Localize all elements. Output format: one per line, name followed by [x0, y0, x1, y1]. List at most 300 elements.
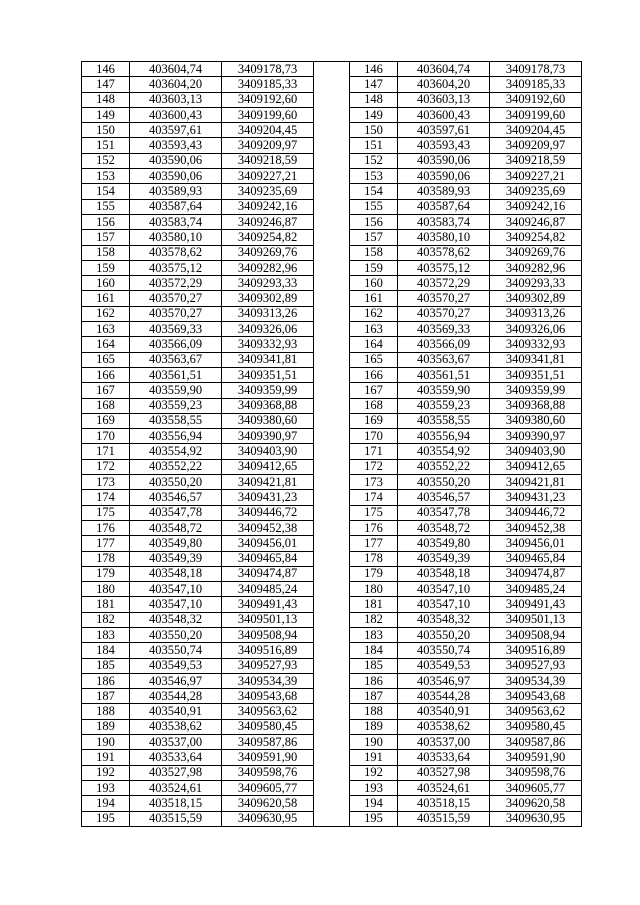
left-y-coordinate-cell: 3409326,06: [222, 322, 314, 337]
left-y-coordinate-cell: 3409282,96: [222, 260, 314, 275]
left-x-coordinate-cell: 403547,78: [130, 505, 222, 520]
left-x-coordinate-cell: 403561,51: [130, 367, 222, 382]
table-row: [82, 811, 582, 826]
left-y-coordinate-cell: 3409293,33: [222, 276, 314, 291]
left-point-number-cell: 150: [82, 123, 130, 138]
right-y-coordinate-cell: 3409192,60: [490, 92, 582, 107]
left-x-coordinate-cell: 403550,20: [130, 475, 222, 490]
right-y-coordinate-cell: 3409246,87: [490, 214, 582, 229]
right-x-coordinate-cell: 403583,74: [398, 214, 490, 229]
left-x-coordinate-cell: 403538,62: [130, 719, 222, 734]
right-y-coordinate-cell: 3409390,97: [490, 429, 582, 444]
right-y-coordinate-cell: 3409269,76: [490, 245, 582, 260]
right-point-number-cell: 173: [350, 475, 398, 490]
left-point-number-cell: 191: [82, 750, 130, 765]
right-y-coordinate-cell: 3409302,89: [490, 291, 582, 306]
right-point-number-cell: 175: [350, 505, 398, 520]
left-x-coordinate-cell: 403547,10: [130, 582, 222, 597]
right-x-coordinate-cell: 403569,33: [398, 322, 490, 337]
left-y-coordinate-cell: 3409474,87: [222, 566, 314, 581]
table-row: [82, 77, 582, 92]
column-spacer: [314, 582, 350, 597]
left-y-coordinate-cell: 3409246,87: [222, 214, 314, 229]
right-x-coordinate-cell: 403527,98: [398, 765, 490, 780]
coordinates-table-body: [82, 62, 582, 827]
left-y-coordinate-cell: 3409209,97: [222, 138, 314, 153]
right-point-number-cell: 189: [350, 719, 398, 734]
column-spacer: [314, 566, 350, 581]
right-x-coordinate-cell: 403554,92: [398, 444, 490, 459]
column-spacer: [314, 765, 350, 780]
right-x-coordinate-cell: 403575,12: [398, 260, 490, 275]
left-point-number-cell: 184: [82, 643, 130, 658]
column-spacer: [314, 459, 350, 474]
column-spacer: [314, 413, 350, 428]
right-x-coordinate-cell: 403597,61: [398, 123, 490, 138]
right-x-coordinate-cell: 403524,61: [398, 780, 490, 795]
right-x-coordinate-cell: 403566,09: [398, 337, 490, 352]
table-row: [82, 780, 582, 795]
right-x-coordinate-cell: 403590,06: [398, 153, 490, 168]
right-y-coordinate-cell: 3409598,76: [490, 765, 582, 780]
column-spacer: [314, 291, 350, 306]
right-y-coordinate-cell: 3409491,43: [490, 597, 582, 612]
right-point-number-cell: 158: [350, 245, 398, 260]
left-y-coordinate-cell: 3409446,72: [222, 505, 314, 520]
right-y-coordinate-cell: 3409456,01: [490, 536, 582, 551]
left-point-number-cell: 192: [82, 765, 130, 780]
right-x-coordinate-cell: 403578,62: [398, 245, 490, 260]
right-x-coordinate-cell: 403550,20: [398, 627, 490, 642]
table-row: [82, 291, 582, 306]
left-x-coordinate-cell: 403544,28: [130, 689, 222, 704]
column-spacer: [314, 337, 350, 352]
column-spacer: [314, 551, 350, 566]
table-row: [82, 260, 582, 275]
right-point-number-cell: 188: [350, 704, 398, 719]
table-row: [82, 169, 582, 184]
table-row: [82, 520, 582, 535]
right-x-coordinate-cell: 403518,15: [398, 796, 490, 811]
column-spacer: [314, 62, 350, 77]
left-y-coordinate-cell: 3409403,90: [222, 444, 314, 459]
left-x-coordinate-cell: 403537,00: [130, 735, 222, 750]
left-y-coordinate-cell: 3409516,89: [222, 643, 314, 658]
left-y-coordinate-cell: 3409313,26: [222, 306, 314, 321]
right-point-number-cell: 159: [350, 260, 398, 275]
left-y-coordinate-cell: 3409351,51: [222, 367, 314, 382]
column-spacer: [314, 780, 350, 795]
right-y-coordinate-cell: 3409580,45: [490, 719, 582, 734]
left-x-coordinate-cell: 403540,91: [130, 704, 222, 719]
left-y-coordinate-cell: 3409591,90: [222, 750, 314, 765]
right-x-coordinate-cell: 403603,13: [398, 92, 490, 107]
left-point-number-cell: 164: [82, 337, 130, 352]
left-point-number-cell: 195: [82, 811, 130, 826]
right-y-coordinate-cell: 3409508,94: [490, 627, 582, 642]
left-y-coordinate-cell: 3409501,13: [222, 612, 314, 627]
column-spacer: [314, 322, 350, 337]
right-x-coordinate-cell: 403590,06: [398, 169, 490, 184]
right-y-coordinate-cell: 3409254,82: [490, 230, 582, 245]
left-y-coordinate-cell: 3409185,33: [222, 77, 314, 92]
right-point-number-cell: 180: [350, 582, 398, 597]
table-row: [82, 475, 582, 490]
left-y-coordinate-cell: 3409332,93: [222, 337, 314, 352]
right-point-number-cell: 168: [350, 398, 398, 413]
right-y-coordinate-cell: 3409501,13: [490, 612, 582, 627]
right-point-number-cell: 162: [350, 306, 398, 321]
column-spacer: [314, 475, 350, 490]
left-y-coordinate-cell: 3409235,69: [222, 184, 314, 199]
right-y-coordinate-cell: 3409605,77: [490, 780, 582, 795]
right-y-coordinate-cell: 3409630,95: [490, 811, 582, 826]
right-point-number-cell: 160: [350, 276, 398, 291]
table-row: [82, 276, 582, 291]
left-y-coordinate-cell: 3409534,39: [222, 673, 314, 688]
left-y-coordinate-cell: 3409380,60: [222, 413, 314, 428]
left-x-coordinate-cell: 403515,59: [130, 811, 222, 826]
left-x-coordinate-cell: 403578,62: [130, 245, 222, 260]
column-spacer: [314, 658, 350, 673]
right-point-number-cell: 178: [350, 551, 398, 566]
left-point-number-cell: 183: [82, 627, 130, 642]
right-point-number-cell: 156: [350, 214, 398, 229]
right-point-number-cell: 182: [350, 612, 398, 627]
right-y-coordinate-cell: 3409178,73: [490, 62, 582, 77]
right-point-number-cell: 163: [350, 322, 398, 337]
right-x-coordinate-cell: 403544,28: [398, 689, 490, 704]
right-y-coordinate-cell: 3409591,90: [490, 750, 582, 765]
right-point-number-cell: 148: [350, 92, 398, 107]
right-point-number-cell: 171: [350, 444, 398, 459]
left-y-coordinate-cell: 3409456,01: [222, 536, 314, 551]
left-point-number-cell: 148: [82, 92, 130, 107]
right-point-number-cell: 194: [350, 796, 398, 811]
left-y-coordinate-cell: 3409431,23: [222, 490, 314, 505]
left-point-number-cell: 186: [82, 673, 130, 688]
right-point-number-cell: 177: [350, 536, 398, 551]
left-x-coordinate-cell: 403527,98: [130, 765, 222, 780]
left-y-coordinate-cell: 3409491,43: [222, 597, 314, 612]
table-row: [82, 337, 582, 352]
column-spacer: [314, 444, 350, 459]
left-point-number-cell: 165: [82, 352, 130, 367]
table-row: [82, 505, 582, 520]
right-point-number-cell: 176: [350, 520, 398, 535]
left-x-coordinate-cell: 403549,53: [130, 658, 222, 673]
left-y-coordinate-cell: 3409359,99: [222, 383, 314, 398]
column-spacer: [314, 735, 350, 750]
left-y-coordinate-cell: 3409368,88: [222, 398, 314, 413]
left-point-number-cell: 151: [82, 138, 130, 153]
table-row: [82, 719, 582, 734]
right-point-number-cell: 167: [350, 383, 398, 398]
left-x-coordinate-cell: 403570,27: [130, 291, 222, 306]
column-spacer: [314, 383, 350, 398]
right-y-coordinate-cell: 3409235,69: [490, 184, 582, 199]
right-x-coordinate-cell: 403604,74: [398, 62, 490, 77]
table-row: [82, 704, 582, 719]
column-spacer: [314, 719, 350, 734]
left-x-coordinate-cell: 403590,06: [130, 153, 222, 168]
table-row: [82, 352, 582, 367]
left-point-number-cell: 149: [82, 107, 130, 122]
left-x-coordinate-cell: 403563,67: [130, 352, 222, 367]
column-spacer: [314, 367, 350, 382]
column-spacer: [314, 811, 350, 826]
right-x-coordinate-cell: 403548,72: [398, 520, 490, 535]
right-y-coordinate-cell: 3409403,90: [490, 444, 582, 459]
column-spacer: [314, 673, 350, 688]
left-point-number-cell: 155: [82, 199, 130, 214]
left-y-coordinate-cell: 3409254,82: [222, 230, 314, 245]
right-point-number-cell: 154: [350, 184, 398, 199]
table-row: [82, 123, 582, 138]
left-x-coordinate-cell: 403593,43: [130, 138, 222, 153]
column-spacer: [314, 536, 350, 551]
left-point-number-cell: 171: [82, 444, 130, 459]
right-x-coordinate-cell: 403570,27: [398, 291, 490, 306]
table-row: [82, 612, 582, 627]
right-y-coordinate-cell: 3409421,81: [490, 475, 582, 490]
right-x-coordinate-cell: 403533,64: [398, 750, 490, 765]
left-x-coordinate-cell: 403558,55: [130, 413, 222, 428]
right-point-number-cell: 151: [350, 138, 398, 153]
column-spacer: [314, 352, 350, 367]
right-point-number-cell: 192: [350, 765, 398, 780]
right-point-number-cell: 153: [350, 169, 398, 184]
left-y-coordinate-cell: 3409465,84: [222, 551, 314, 566]
column-spacer: [314, 276, 350, 291]
left-y-coordinate-cell: 3409269,76: [222, 245, 314, 260]
left-point-number-cell: 185: [82, 658, 130, 673]
right-y-coordinate-cell: 3409452,38: [490, 520, 582, 535]
left-point-number-cell: 157: [82, 230, 130, 245]
right-point-number-cell: 179: [350, 566, 398, 581]
right-point-number-cell: 165: [350, 352, 398, 367]
right-y-coordinate-cell: 3409446,72: [490, 505, 582, 520]
left-point-number-cell: 190: [82, 735, 130, 750]
right-y-coordinate-cell: 3409485,24: [490, 582, 582, 597]
column-spacer: [314, 199, 350, 214]
table-row: [82, 459, 582, 474]
right-y-coordinate-cell: 3409332,93: [490, 337, 582, 352]
left-y-coordinate-cell: 3409598,76: [222, 765, 314, 780]
column-spacer: [314, 306, 350, 321]
right-x-coordinate-cell: 403563,67: [398, 352, 490, 367]
right-x-coordinate-cell: 403572,29: [398, 276, 490, 291]
left-x-coordinate-cell: 403546,97: [130, 673, 222, 688]
right-y-coordinate-cell: 3409412,65: [490, 459, 582, 474]
left-x-coordinate-cell: 403524,61: [130, 780, 222, 795]
right-y-coordinate-cell: 3409204,45: [490, 123, 582, 138]
left-point-number-cell: 175: [82, 505, 130, 520]
left-x-coordinate-cell: 403549,39: [130, 551, 222, 566]
left-y-coordinate-cell: 3409485,24: [222, 582, 314, 597]
left-x-coordinate-cell: 403603,13: [130, 92, 222, 107]
left-point-number-cell: 163: [82, 322, 130, 337]
column-spacer: [314, 490, 350, 505]
left-x-coordinate-cell: 403518,15: [130, 796, 222, 811]
right-y-coordinate-cell: 3409465,84: [490, 551, 582, 566]
right-y-coordinate-cell: 3409185,33: [490, 77, 582, 92]
right-x-coordinate-cell: 403547,78: [398, 505, 490, 520]
right-x-coordinate-cell: 403547,10: [398, 597, 490, 612]
right-y-coordinate-cell: 3409313,26: [490, 306, 582, 321]
table-row: [82, 750, 582, 765]
column-spacer: [314, 260, 350, 275]
left-y-coordinate-cell: 3409620,58: [222, 796, 314, 811]
column-spacer: [314, 138, 350, 153]
left-y-coordinate-cell: 3409527,93: [222, 658, 314, 673]
left-point-number-cell: 158: [82, 245, 130, 260]
table-row: [82, 658, 582, 673]
left-x-coordinate-cell: 403550,20: [130, 627, 222, 642]
right-x-coordinate-cell: 403549,39: [398, 551, 490, 566]
table-row: [82, 765, 582, 780]
left-x-coordinate-cell: 403554,92: [130, 444, 222, 459]
right-x-coordinate-cell: 403548,32: [398, 612, 490, 627]
table-row: [82, 398, 582, 413]
table-row: [82, 138, 582, 153]
right-point-number-cell: 195: [350, 811, 398, 826]
right-x-coordinate-cell: 403549,80: [398, 536, 490, 551]
right-point-number-cell: 169: [350, 413, 398, 428]
column-spacer: [314, 184, 350, 199]
left-y-coordinate-cell: 3409341,81: [222, 352, 314, 367]
right-point-number-cell: 150: [350, 123, 398, 138]
right-x-coordinate-cell: 403587,64: [398, 199, 490, 214]
column-spacer: [314, 627, 350, 642]
column-spacer: [314, 429, 350, 444]
right-y-coordinate-cell: 3409218,59: [490, 153, 582, 168]
right-x-coordinate-cell: 403600,43: [398, 107, 490, 122]
right-y-coordinate-cell: 3409209,97: [490, 138, 582, 153]
right-point-number-cell: 191: [350, 750, 398, 765]
column-spacer: [314, 230, 350, 245]
column-spacer: [314, 245, 350, 260]
left-point-number-cell: 182: [82, 612, 130, 627]
left-x-coordinate-cell: 403587,64: [130, 199, 222, 214]
left-point-number-cell: 178: [82, 551, 130, 566]
table-row: [82, 490, 582, 505]
left-point-number-cell: 170: [82, 429, 130, 444]
right-point-number-cell: 174: [350, 490, 398, 505]
left-point-number-cell: 154: [82, 184, 130, 199]
right-x-coordinate-cell: 403580,10: [398, 230, 490, 245]
right-y-coordinate-cell: 3409587,86: [490, 735, 582, 750]
left-y-coordinate-cell: 3409242,16: [222, 199, 314, 214]
table-row: [82, 383, 582, 398]
right-point-number-cell: 183: [350, 627, 398, 642]
left-x-coordinate-cell: 403559,23: [130, 398, 222, 413]
right-point-number-cell: 157: [350, 230, 398, 245]
right-x-coordinate-cell: 403548,18: [398, 566, 490, 581]
table-row: [82, 643, 582, 658]
table-row: [82, 796, 582, 811]
right-x-coordinate-cell: 403556,94: [398, 429, 490, 444]
right-y-coordinate-cell: 3409516,89: [490, 643, 582, 658]
table-row: [82, 597, 582, 612]
left-y-coordinate-cell: 3409630,95: [222, 811, 314, 826]
table-row: [82, 413, 582, 428]
right-point-number-cell: 172: [350, 459, 398, 474]
right-x-coordinate-cell: 403549,53: [398, 658, 490, 673]
left-x-coordinate-cell: 403572,29: [130, 276, 222, 291]
right-point-number-cell: 186: [350, 673, 398, 688]
left-point-number-cell: 153: [82, 169, 130, 184]
left-x-coordinate-cell: 403533,64: [130, 750, 222, 765]
right-point-number-cell: 155: [350, 199, 398, 214]
right-point-number-cell: 170: [350, 429, 398, 444]
right-point-number-cell: 190: [350, 735, 398, 750]
left-x-coordinate-cell: 403597,61: [130, 123, 222, 138]
left-x-coordinate-cell: 403600,43: [130, 107, 222, 122]
table-row: [82, 582, 582, 597]
left-point-number-cell: 156: [82, 214, 130, 229]
table-row: [82, 199, 582, 214]
column-spacer: [314, 643, 350, 658]
column-spacer: [314, 796, 350, 811]
right-x-coordinate-cell: 403570,27: [398, 306, 490, 321]
table-row: [82, 627, 582, 642]
right-x-coordinate-cell: 403561,51: [398, 367, 490, 382]
left-point-number-cell: 180: [82, 582, 130, 597]
left-point-number-cell: 179: [82, 566, 130, 581]
table-row: [82, 230, 582, 245]
table-row: [82, 689, 582, 704]
left-point-number-cell: 176: [82, 520, 130, 535]
right-y-coordinate-cell: 3409474,87: [490, 566, 582, 581]
right-y-coordinate-cell: 3409242,16: [490, 199, 582, 214]
right-x-coordinate-cell: 403547,10: [398, 582, 490, 597]
left-x-coordinate-cell: 403546,57: [130, 490, 222, 505]
right-x-coordinate-cell: 403537,00: [398, 735, 490, 750]
left-y-coordinate-cell: 3409302,89: [222, 291, 314, 306]
left-x-coordinate-cell: 403566,09: [130, 337, 222, 352]
table-row: [82, 184, 582, 199]
left-x-coordinate-cell: 403569,33: [130, 322, 222, 337]
right-x-coordinate-cell: 403546,57: [398, 490, 490, 505]
left-x-coordinate-cell: 403570,27: [130, 306, 222, 321]
left-x-coordinate-cell: 403548,32: [130, 612, 222, 627]
left-point-number-cell: 166: [82, 367, 130, 382]
table-row: [82, 245, 582, 260]
column-spacer: [314, 597, 350, 612]
column-spacer: [314, 612, 350, 627]
right-point-number-cell: 161: [350, 291, 398, 306]
left-x-coordinate-cell: 403547,10: [130, 597, 222, 612]
left-point-number-cell: 146: [82, 62, 130, 77]
right-x-coordinate-cell: 403604,20: [398, 77, 490, 92]
table-row: [82, 107, 582, 122]
right-point-number-cell: 184: [350, 643, 398, 658]
left-point-number-cell: 177: [82, 536, 130, 551]
table-row: [82, 92, 582, 107]
table-row: [82, 673, 582, 688]
left-x-coordinate-cell: 403559,90: [130, 383, 222, 398]
column-spacer: [314, 689, 350, 704]
right-y-coordinate-cell: 3409368,88: [490, 398, 582, 413]
left-point-number-cell: 188: [82, 704, 130, 719]
right-y-coordinate-cell: 3409227,21: [490, 169, 582, 184]
column-spacer: [314, 505, 350, 520]
left-y-coordinate-cell: 3409218,59: [222, 153, 314, 168]
left-y-coordinate-cell: 3409199,60: [222, 107, 314, 122]
column-spacer: [314, 750, 350, 765]
left-x-coordinate-cell: 403589,93: [130, 184, 222, 199]
